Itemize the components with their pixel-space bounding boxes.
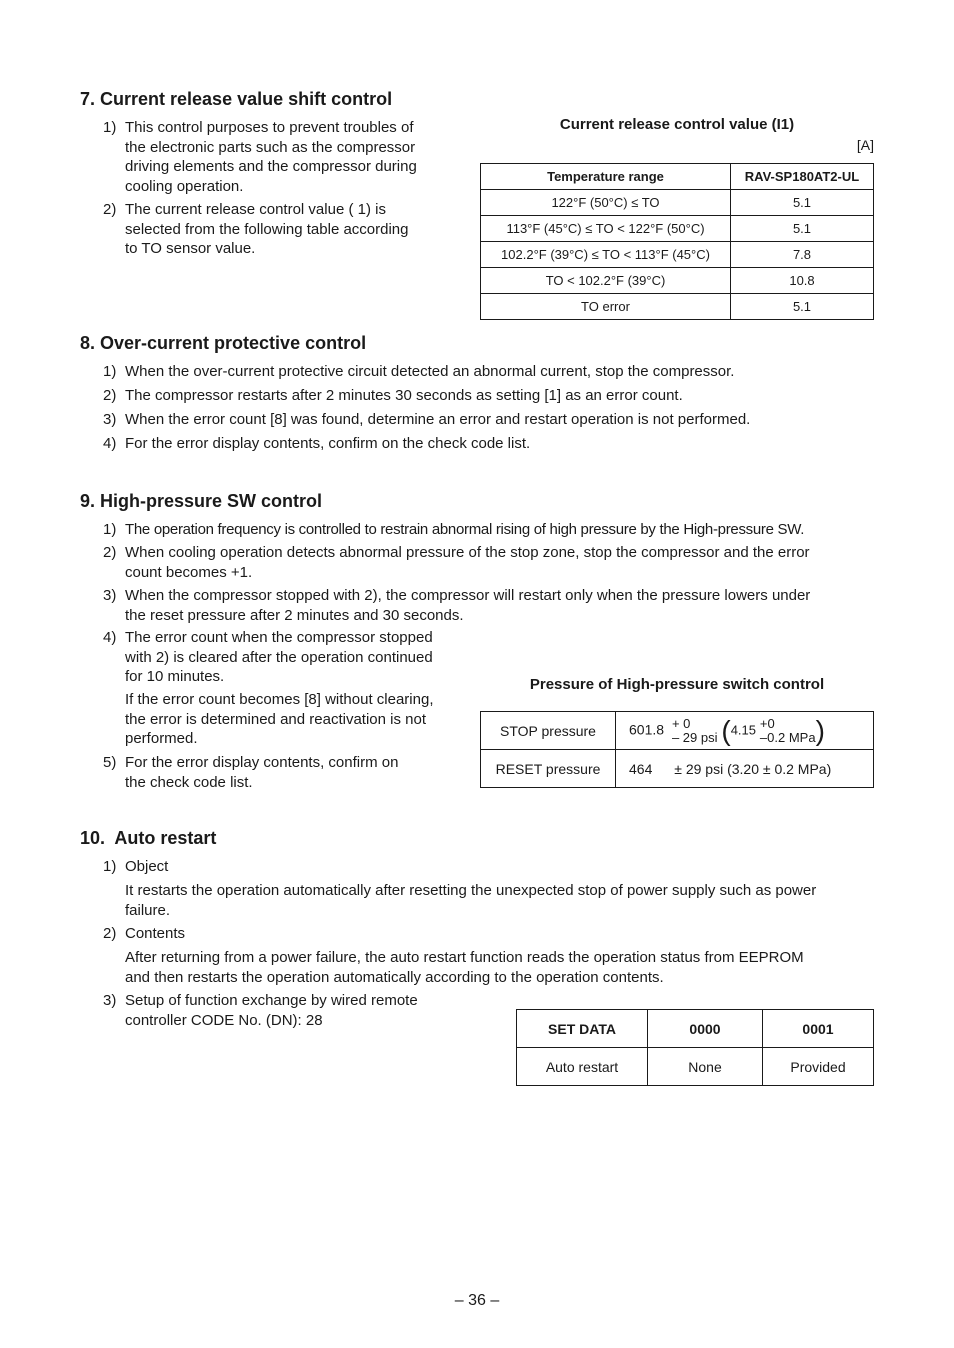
stop-psi: 601.8 [629, 721, 665, 738]
s10-item-label: Object [125, 858, 169, 875]
s8-item-text: When the over-current protective circuit detected an abnormal current, stop the compressor. [125, 363, 735, 380]
table-header-row [517, 1010, 874, 1048]
s7-item-1-line: driving elements and the compressor during [125, 158, 417, 175]
s9-item-text: The operation frequency is controlled to restrain abnormal rising of high pressure by the High-pressure SW. [125, 521, 805, 538]
tol-up: +0 [759, 715, 775, 731]
table-header-cell: SET DATA [517, 1010, 648, 1048]
table-cell: 7.8 [731, 242, 874, 268]
table-row [481, 216, 874, 242]
tol-up: + 0 [671, 715, 691, 731]
table-cell: TO error [481, 294, 731, 320]
current-release-table [480, 163, 874, 320]
s8-item-num: 4) [103, 435, 117, 452]
table-header-cell: 0001 [763, 1010, 874, 1048]
table-header-cell: RAV-SP180AT2-UL [731, 164, 874, 190]
s8-item-num: 2) [103, 387, 117, 404]
s9-item-num: 4) [103, 629, 117, 646]
close-paren: ) [815, 714, 825, 746]
table-cell: 122°F (50°C) ≤ TO [481, 190, 731, 216]
s10-item-num: 2) [103, 925, 117, 942]
s9-item-line: The error count when the compressor stopped [125, 629, 433, 646]
tol-down: – 29 psi [671, 729, 718, 745]
s9-item-line: When cooling operation detects abnormal pressure of the stop zone, stop the compressor and the error [125, 544, 810, 561]
table-cell: Provided [763, 1048, 874, 1086]
stop-mpa-tolerance [760, 717, 816, 745]
table-header-cell: 0000 [648, 1010, 763, 1048]
s10-item-num: 1) [103, 858, 117, 875]
table-cell: 5.1 [731, 216, 874, 242]
s9-note-line: the error is determined and reactivation is not [125, 710, 426, 728]
s10-body-line: failure. [125, 901, 171, 919]
section-9-heading: 9. High-pressure SW control [80, 491, 323, 511]
s9-item-line: For the error display contents, confirm on [125, 754, 399, 771]
table-cell: 113°F (45°C) ≤ TO < 122°F (50°C) [481, 216, 731, 242]
stop-psi-tolerance [672, 717, 718, 745]
table-header-row [481, 164, 874, 190]
table-row [481, 750, 874, 788]
s8-item-text: For the error display contents, confirm on the check code list. [125, 435, 531, 452]
s9-item-num: 5) [103, 754, 117, 771]
s8-item-text: The compressor restarts after 2 minutes 30 seconds as setting [1] as an error count. [125, 387, 683, 404]
s10-item-line: Setup of function exchange by wired remote [125, 992, 418, 1009]
s10-body-line: and then restarts the operation automatically according to the operation contents. [125, 968, 664, 986]
reset-psi: 464 [629, 760, 653, 777]
s10-item-1-body [125, 881, 895, 920]
s7-item-2-line: The current release control value ( 1) is [125, 201, 386, 218]
s7-item-1-line: the electronic parts such as the compressor [125, 138, 416, 156]
reset-pressure-label: RESET pressure [481, 750, 616, 788]
s9-note-line: performed. [125, 730, 198, 747]
table-row [481, 712, 874, 750]
s9-item-num: 3) [103, 587, 117, 604]
s9-note-line: If the error count becomes [8] without clearing, [125, 691, 434, 708]
s7-item-1-num: 1) [103, 119, 117, 136]
s7-item-1-line: cooling operation. [125, 177, 244, 195]
s9-item-line: count becomes +1. [125, 563, 253, 581]
stop-pressure-value [616, 712, 874, 750]
section-10-heading: 10. Auto restart [80, 828, 217, 848]
auto-restart-table [516, 1009, 874, 1086]
open-paren: ( [721, 714, 731, 746]
table-row [481, 190, 874, 216]
page-number: – 36 – [454, 1292, 500, 1309]
s8-item-num: 3) [103, 411, 117, 428]
table-row [481, 268, 874, 294]
s9-item-4-note [125, 690, 475, 749]
table-cell: 10.8 [731, 268, 874, 294]
s9-item-line: the reset pressure after 2 minutes and 30 seconds. [125, 606, 464, 624]
s7-item-2-num: 2) [103, 201, 117, 218]
s10-item-2-body [125, 948, 895, 987]
table-cell: 5.1 [731, 294, 874, 320]
s9-item-line: for 10 minutes. [125, 668, 225, 685]
tol-down: –0.2 MPa [759, 729, 816, 745]
table-cell: 102.2°F (39°C) ≤ TO < 113°F (45°C) [481, 242, 731, 268]
s8-item-text: When the error count [8] was found, determine an error and restart operation is not performed. [125, 411, 751, 428]
pressure-table [480, 711, 874, 788]
section-8-heading: 8. Over-current protective control [80, 333, 367, 353]
s7-item-2-line: to TO sensor value. [125, 240, 256, 257]
current-release-table-caption: Current release control value (I1) [559, 116, 795, 133]
s10-item-label: Contents [125, 925, 186, 942]
s9-item-line: When the compressor stopped with 2), the compressor will restart only when the pressure lowers under [125, 587, 811, 604]
s10-item-line: controller CODE No. (DN): 28 [125, 1011, 323, 1029]
s9-item-num: 2) [103, 544, 117, 561]
table-cell: TO < 102.2°F (39°C) [481, 268, 731, 294]
table-header-cell: Temperature range [481, 164, 731, 190]
s7-item-1-line: This control purposes to prevent troubles of [125, 119, 414, 136]
table-row [481, 294, 874, 320]
section-7-heading: 7. Current release value shift control [80, 89, 393, 109]
s10-item-num: 3) [103, 992, 117, 1009]
s9-item-line: the check code list. [125, 773, 253, 791]
s8-item-num: 1) [103, 363, 117, 380]
pressure-table-caption: Pressure of High-pressure switch control [529, 676, 825, 693]
s10-body-line: After returning from a power failure, the auto restart function reads the operation status from EEPROM [125, 949, 804, 966]
table-cell: 5.1 [731, 190, 874, 216]
s10-body-line: It restarts the operation automatically after resetting the unexpected stop of power supply such as power [125, 882, 817, 899]
reset-tolerance: ± 29 psi (3.20 ± 0.2 MPa) [674, 760, 832, 777]
current-release-table-unit: [A] [856, 137, 874, 153]
s9-item-line: with 2) is cleared after the operation continued [125, 648, 433, 666]
stop-pressure-label: STOP pressure [481, 712, 616, 750]
table-row [517, 1048, 874, 1086]
table-cell: Auto restart [517, 1048, 648, 1086]
s7-item-2-line: selected from the following table according [125, 220, 409, 238]
table-cell: None [648, 1048, 763, 1086]
reset-pressure-value [616, 750, 874, 788]
stop-mpa: 4.15 [730, 722, 757, 738]
s9-item-num: 1) [103, 521, 117, 538]
table-row [481, 242, 874, 268]
